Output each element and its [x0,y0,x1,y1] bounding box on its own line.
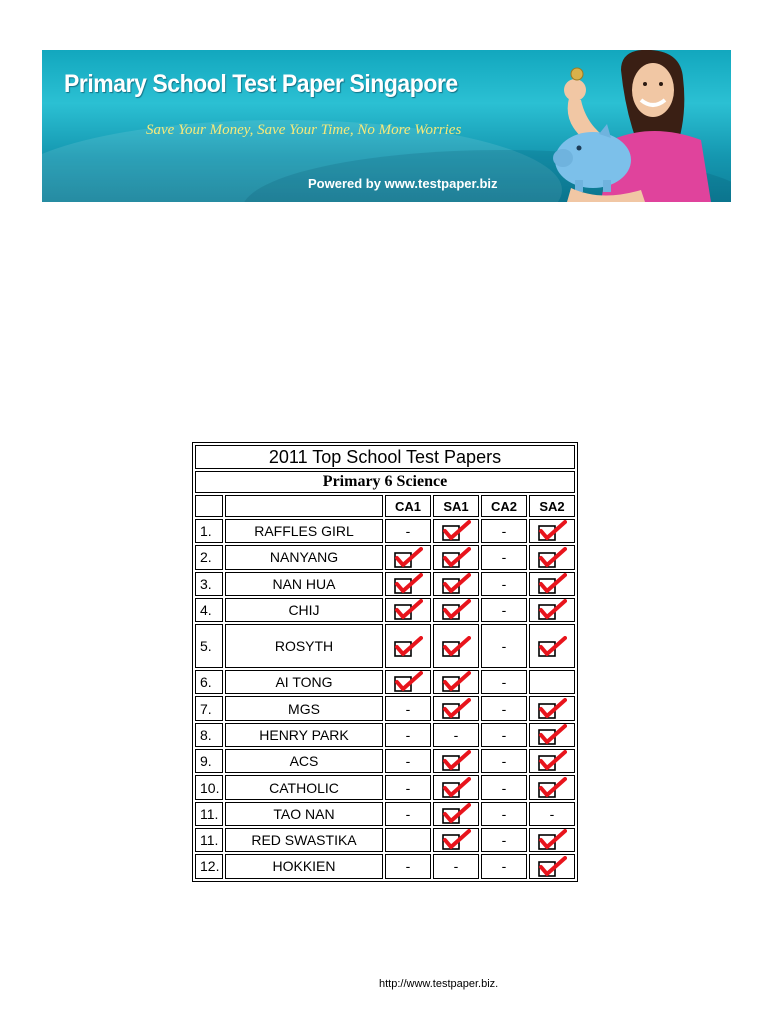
banner-powered-by: Powered by www.testpaper.biz [308,176,498,191]
papers-table-grid [193,443,577,881]
mark-cell: - [481,802,527,826]
checkmark-icon [441,777,471,799]
school-name: CHIJ [225,598,383,622]
row-number: 6. [195,670,223,694]
availability-cell [433,775,479,799]
woman-with-piggy-bank-illustration [541,50,731,202]
school-name: AI TONG [225,670,383,694]
school-name: CATHOLIC [225,775,383,799]
table-row [195,519,575,543]
checkmark-icon [537,698,567,720]
row-number: 3. [195,572,223,596]
school-name: RED SWASTIKA [225,828,383,852]
checkmark-icon [441,547,471,569]
availability-cell [433,696,479,720]
table-row [195,749,575,773]
availability-cell [433,670,479,694]
school-name: TAO NAN [225,802,383,826]
table-row [195,802,575,826]
school-name: ROSYTH [225,624,383,668]
table-row [195,545,575,569]
checkmark-icon [537,724,567,746]
availability-cell [433,545,479,569]
row-number: 11. [195,828,223,852]
row-number: 7. [195,696,223,720]
footer-url: http://www.testpaper.biz. [379,978,499,990]
checkmark-icon [441,520,471,542]
table-title: 2011 Top School Test Papers [195,445,575,469]
mark-cell: - [481,670,527,694]
checkmark-icon [537,829,567,851]
checkmark-icon [537,856,567,878]
checkmark-icon [441,698,471,720]
mark-cell: - [481,598,527,622]
availability-cell [385,545,431,569]
availability-cell [529,624,575,668]
mark-cell: - [481,828,527,852]
row-number: 2. [195,545,223,569]
header-banner [42,50,731,202]
header-sa2: SA2 [529,495,575,517]
checkmark-icon [537,750,567,772]
availability-cell [433,572,479,596]
column-header-row [195,495,575,517]
mark-cell: - [481,572,527,596]
availability-cell [385,572,431,596]
availability-cell [529,775,575,799]
row-number: 4. [195,598,223,622]
mark-cell: - [433,723,479,747]
header-ca2: CA2 [481,495,527,517]
checkmark-icon [393,547,423,569]
availability-cell [529,854,575,878]
availability-cell [385,624,431,668]
header-ca1: CA1 [385,495,431,517]
availability-cell [385,670,431,694]
mark-cell [385,828,431,852]
mark-cell: - [385,749,431,773]
checkmark-icon [441,750,471,772]
mark-cell: - [385,854,431,878]
checkmark-icon [441,671,471,693]
school-name: HENRY PARK [225,723,383,747]
row-number: 12. [195,854,223,878]
availability-cell [433,598,479,622]
checkmark-icon [537,520,567,542]
school-name: MGS [225,696,383,720]
mark-cell: - [481,775,527,799]
mark-cell: - [481,854,527,878]
row-number: 10. [195,775,223,799]
banner-tagline: Save Your Money, Save Your Time, No More Worries [146,122,462,138]
mark-cell: - [481,749,527,773]
checkmark-icon [537,599,567,621]
availability-cell [529,572,575,596]
row-number: 11. [195,802,223,826]
table-row [195,670,575,694]
availability-cell [433,624,479,668]
checkmark-icon [393,671,423,693]
school-papers-table [192,442,578,882]
school-name: ACS [225,749,383,773]
availability-cell [433,519,479,543]
checkmark-icon [537,573,567,595]
table-row [195,723,575,747]
checkmark-icon [537,547,567,569]
header-sa1: SA1 [433,495,479,517]
table-row [195,854,575,878]
header-empty-school [225,495,383,517]
checkmark-icon [393,599,423,621]
availability-cell [529,545,575,569]
checkmark-icon [537,777,567,799]
mark-cell: - [481,723,527,747]
mark-cell [529,670,575,694]
checkmark-icon [441,829,471,851]
checkmark-icon [441,636,471,658]
checkmark-icon [441,803,471,825]
mark-cell: - [385,696,431,720]
checkmark-icon [441,573,471,595]
checkmark-icon [393,636,423,658]
mark-cell: - [481,624,527,668]
availability-cell [529,598,575,622]
availability-cell [433,802,479,826]
checkmark-icon [393,573,423,595]
school-name: NAN HUA [225,572,383,596]
row-number: 5. [195,624,223,668]
mark-cell: - [385,802,431,826]
school-name: HOKKIEN [225,854,383,878]
availability-cell [529,696,575,720]
availability-cell [529,749,575,773]
table-row [195,696,575,720]
mark-cell: - [433,854,479,878]
availability-cell [433,828,479,852]
table-row [195,624,575,668]
table-row [195,572,575,596]
availability-cell [433,749,479,773]
banner-title: Primary School Test Paper Singapore [64,70,458,98]
mark-cell: - [481,519,527,543]
availability-cell [529,723,575,747]
mark-cell: - [385,775,431,799]
school-name: RAFFLES GIRL [225,519,383,543]
header-empty-num [195,495,223,517]
row-number: 8. [195,723,223,747]
availability-cell [385,598,431,622]
mark-cell: - [385,723,431,747]
availability-cell [529,828,575,852]
mark-cell: - [529,802,575,826]
checkmark-icon [537,636,567,658]
availability-cell [529,519,575,543]
mark-cell: - [481,696,527,720]
checkmark-icon [441,599,471,621]
table-row [195,598,575,622]
table-row [195,775,575,799]
row-number: 9. [195,749,223,773]
table-row [195,828,575,852]
row-number: 1. [195,519,223,543]
mark-cell: - [481,545,527,569]
table-subtitle: Primary 6 Science [195,471,575,493]
school-name: NANYANG [225,545,383,569]
mark-cell: - [385,519,431,543]
